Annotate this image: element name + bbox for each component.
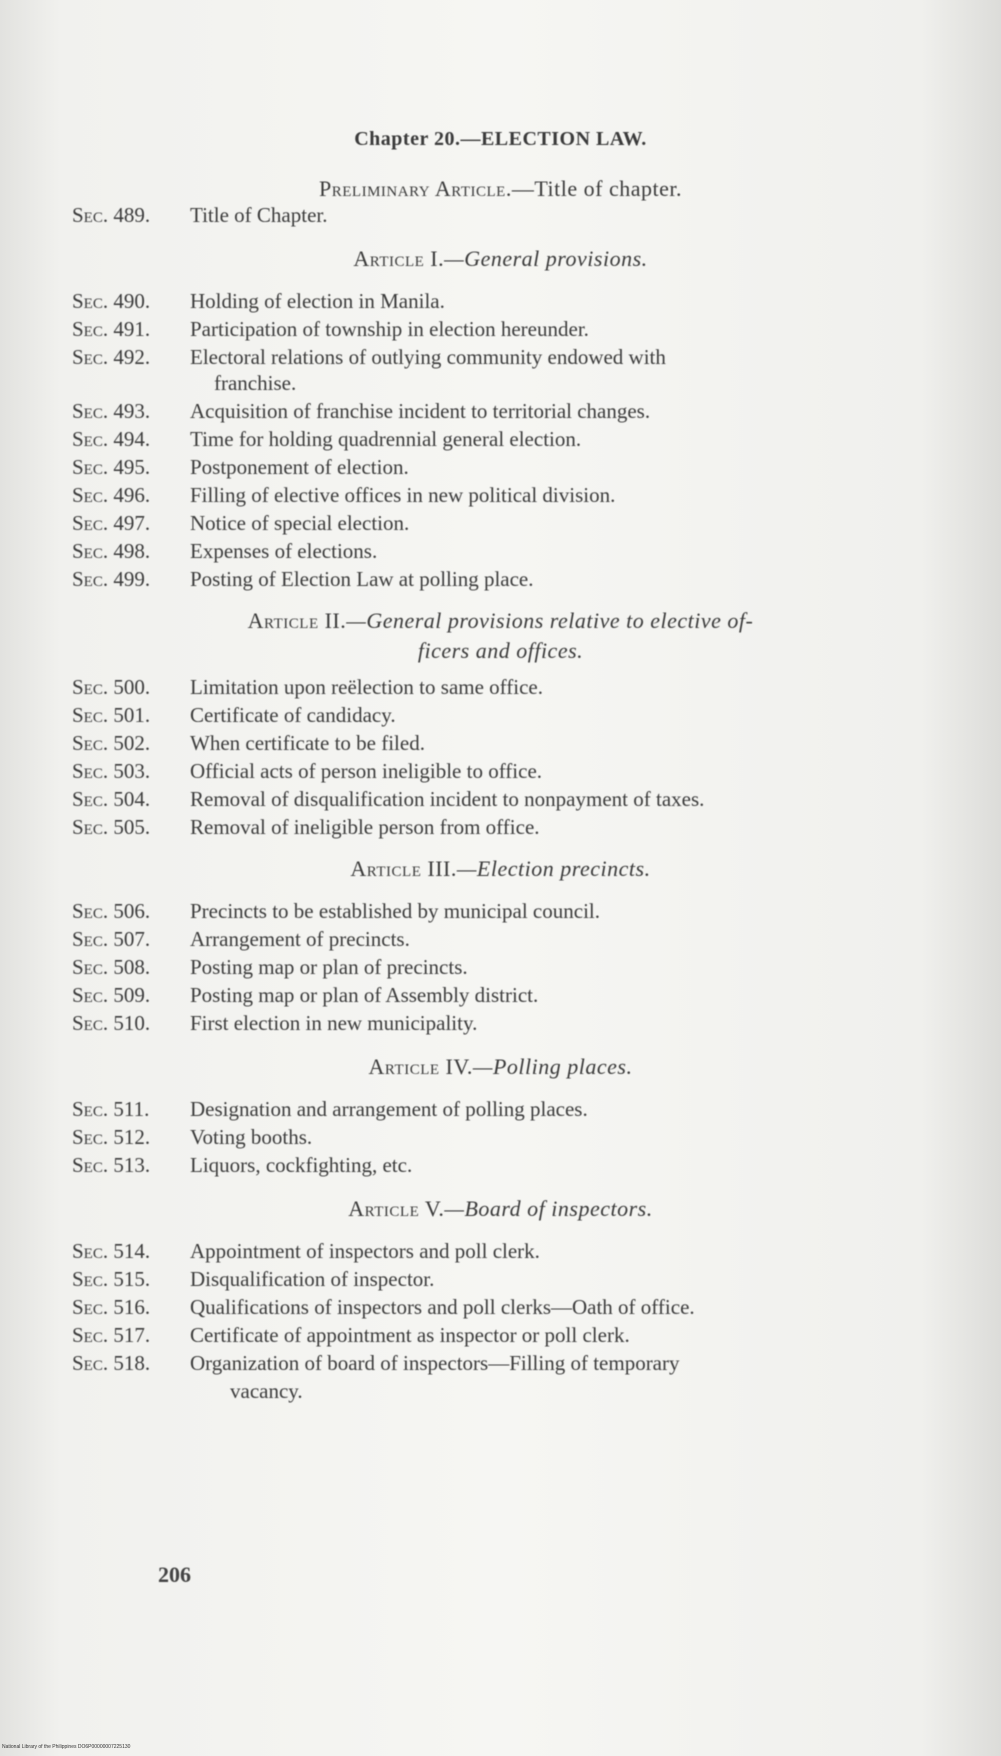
section-title: Participation of township in election hereunder. <box>190 317 589 341</box>
section-number: Sec. 498. <box>72 539 151 563</box>
preliminary-article-label: Preliminary Article <box>319 176 506 201</box>
section-number: Sec. 500. <box>72 675 151 699</box>
section-title: Posting of Election Law at polling place. <box>190 567 534 591</box>
section-number: Sec. 503. <box>72 759 151 783</box>
section-entry <box>72 812 942 842</box>
section-number: Sec. 495. <box>72 455 151 479</box>
section-title: First election in new municipality. <box>190 1011 478 1035</box>
section-number: Sec. 517. <box>72 1323 151 1347</box>
article-title-continued: ficers and offices. <box>417 638 584 663</box>
article-label: Article V. <box>348 1196 445 1221</box>
section-entry <box>72 784 942 814</box>
section-number: Sec. 506. <box>72 899 151 923</box>
section-title: Precincts to be established by municipal council. <box>190 899 600 923</box>
article-5-heading <box>0 1196 1001 1222</box>
section-title: Organization of board of inspectors—Filling of temporary <box>190 1351 680 1375</box>
section-number: Sec. 489. <box>72 203 151 227</box>
section-number: Sec. 513. <box>72 1153 151 1177</box>
article-label: Article I. <box>353 246 445 271</box>
section-entry <box>72 564 942 594</box>
section-entry <box>72 314 942 344</box>
section-entry <box>72 1122 942 1152</box>
section-entry <box>72 672 942 702</box>
section-title: Qualifications of inspectors and poll clerks—Oath of office. <box>190 1295 695 1319</box>
section-number: Sec. 515. <box>72 1267 151 1291</box>
section-number: Sec. 511. <box>72 1097 150 1121</box>
section-entry <box>72 1150 942 1180</box>
section-number: Sec. 493. <box>72 399 151 423</box>
section-number: Sec. 491. <box>72 317 151 341</box>
section-entry <box>72 1292 942 1322</box>
article-title: —Board of inspectors. <box>444 1196 653 1221</box>
section-number: Sec. 507. <box>72 927 151 951</box>
section-number: Sec. 502. <box>72 731 151 755</box>
section-number: Sec. 496. <box>72 483 151 507</box>
section-entry <box>72 286 942 316</box>
scan-footer: National Library of the Philippines DO6P00000007225130 <box>2 1744 131 1750</box>
article-title: —Election precincts. <box>456 856 651 881</box>
section-title-continued: franchise. <box>214 371 297 395</box>
section-entry <box>72 952 942 982</box>
section-entry <box>72 508 942 538</box>
section-title: Liquors, cockfighting, etc. <box>190 1153 413 1177</box>
section-number: Sec. 505. <box>72 815 151 839</box>
section-number: Sec. 518. <box>72 1351 151 1375</box>
section-entry <box>72 700 942 730</box>
section-number: Sec. 499. <box>72 567 151 591</box>
section-title: Official acts of person ineligible to office. <box>190 759 543 783</box>
section-title: Certificate of candidacy. <box>190 703 396 727</box>
section-number: Sec. 504. <box>72 787 151 811</box>
article-label: Article IV. <box>368 1054 473 1079</box>
article-4-heading <box>0 1054 1001 1080</box>
chapter-title: Chapter 20.—ELECTION LAW. <box>354 128 647 150</box>
article-title: —Polling places. <box>472 1054 633 1079</box>
section-title: Limitation upon reëlection to same office. <box>190 675 544 699</box>
section-entry <box>72 1320 942 1350</box>
section-entry <box>72 924 942 954</box>
section-title: Arrangement of precincts. <box>190 927 410 951</box>
section-number: Sec. 510. <box>72 1011 151 1035</box>
section-number: Sec. 509. <box>72 983 151 1007</box>
article-2-heading <box>0 606 1001 666</box>
article-label: Article II. <box>247 608 347 633</box>
section-entry <box>72 452 942 482</box>
section-title: Electoral relations of outlying community endowed with <box>190 345 666 369</box>
section-title: Expenses of elections. <box>190 539 378 563</box>
section-number: Sec. 492. <box>72 345 151 369</box>
section-entry <box>72 756 942 786</box>
preliminary-article-heading <box>0 176 1001 202</box>
section-entry <box>72 728 942 758</box>
section-entry <box>72 342 942 398</box>
section-number: Sec. 514. <box>72 1239 151 1263</box>
preliminary-article-title: .—Title of chapter. <box>505 176 682 201</box>
section-title-continued: vacancy. <box>230 1379 303 1403</box>
section-title: Acquisition of franchise incident to territorial changes. <box>190 399 651 423</box>
article-3-heading <box>0 856 1001 882</box>
section-number: Sec. 512. <box>72 1125 151 1149</box>
section-title: Time for holding quadrennial general election. <box>190 427 582 451</box>
section-title: Title of Chapter. <box>190 203 328 227</box>
section-entry <box>72 1094 942 1124</box>
section-title: Filling of elective offices in new political division. <box>190 483 616 507</box>
section-title: When certificate to be filed. <box>190 731 425 755</box>
section-entry <box>72 424 942 454</box>
section-title: Postponement of election. <box>190 455 409 479</box>
section-entry <box>72 1264 942 1294</box>
section-title: Holding of election in Manila. <box>190 289 445 313</box>
section-title: Appointment of inspectors and poll clerk. <box>190 1239 540 1263</box>
section-title: Posting map or plan of precincts. <box>190 955 468 979</box>
section-title: Removal of ineligible person from office. <box>190 815 540 839</box>
section-title: Voting booths. <box>190 1125 313 1149</box>
section-title: Disqualification of inspector. <box>190 1267 435 1291</box>
section-number: Sec. 501. <box>72 703 151 727</box>
page-number: 206 <box>158 1562 191 1587</box>
section-number: Sec. 508. <box>72 955 151 979</box>
section-title: Notice of special election. <box>190 511 410 535</box>
article-title: —General provisions. <box>444 246 648 271</box>
section-entry <box>72 980 942 1010</box>
section-title: Designation and arrangement of polling places. <box>190 1097 588 1121</box>
section-entry <box>72 200 942 230</box>
section-entry <box>72 1348 942 1406</box>
section-title: Removal of disqualification incident to nonpayment of taxes. <box>190 787 705 811</box>
section-entry <box>72 1008 942 1038</box>
article-title: —General provisions relative to elective of- <box>346 608 754 633</box>
section-number: Sec. 497. <box>72 511 151 535</box>
section-number: Sec. 490. <box>72 289 151 313</box>
article-1-heading <box>0 246 1001 272</box>
section-number: Sec. 494. <box>72 427 151 451</box>
section-entry <box>72 536 942 566</box>
section-title: Certificate of appointment as inspector or poll clerk. <box>190 1323 630 1347</box>
section-entry <box>72 396 942 426</box>
section-entry <box>72 1236 942 1266</box>
section-entry <box>72 480 942 510</box>
section-number: Sec. 516. <box>72 1295 151 1319</box>
section-entry <box>72 896 942 926</box>
section-title: Posting map or plan of Assembly district. <box>190 983 539 1007</box>
article-label: Article III. <box>350 856 457 881</box>
